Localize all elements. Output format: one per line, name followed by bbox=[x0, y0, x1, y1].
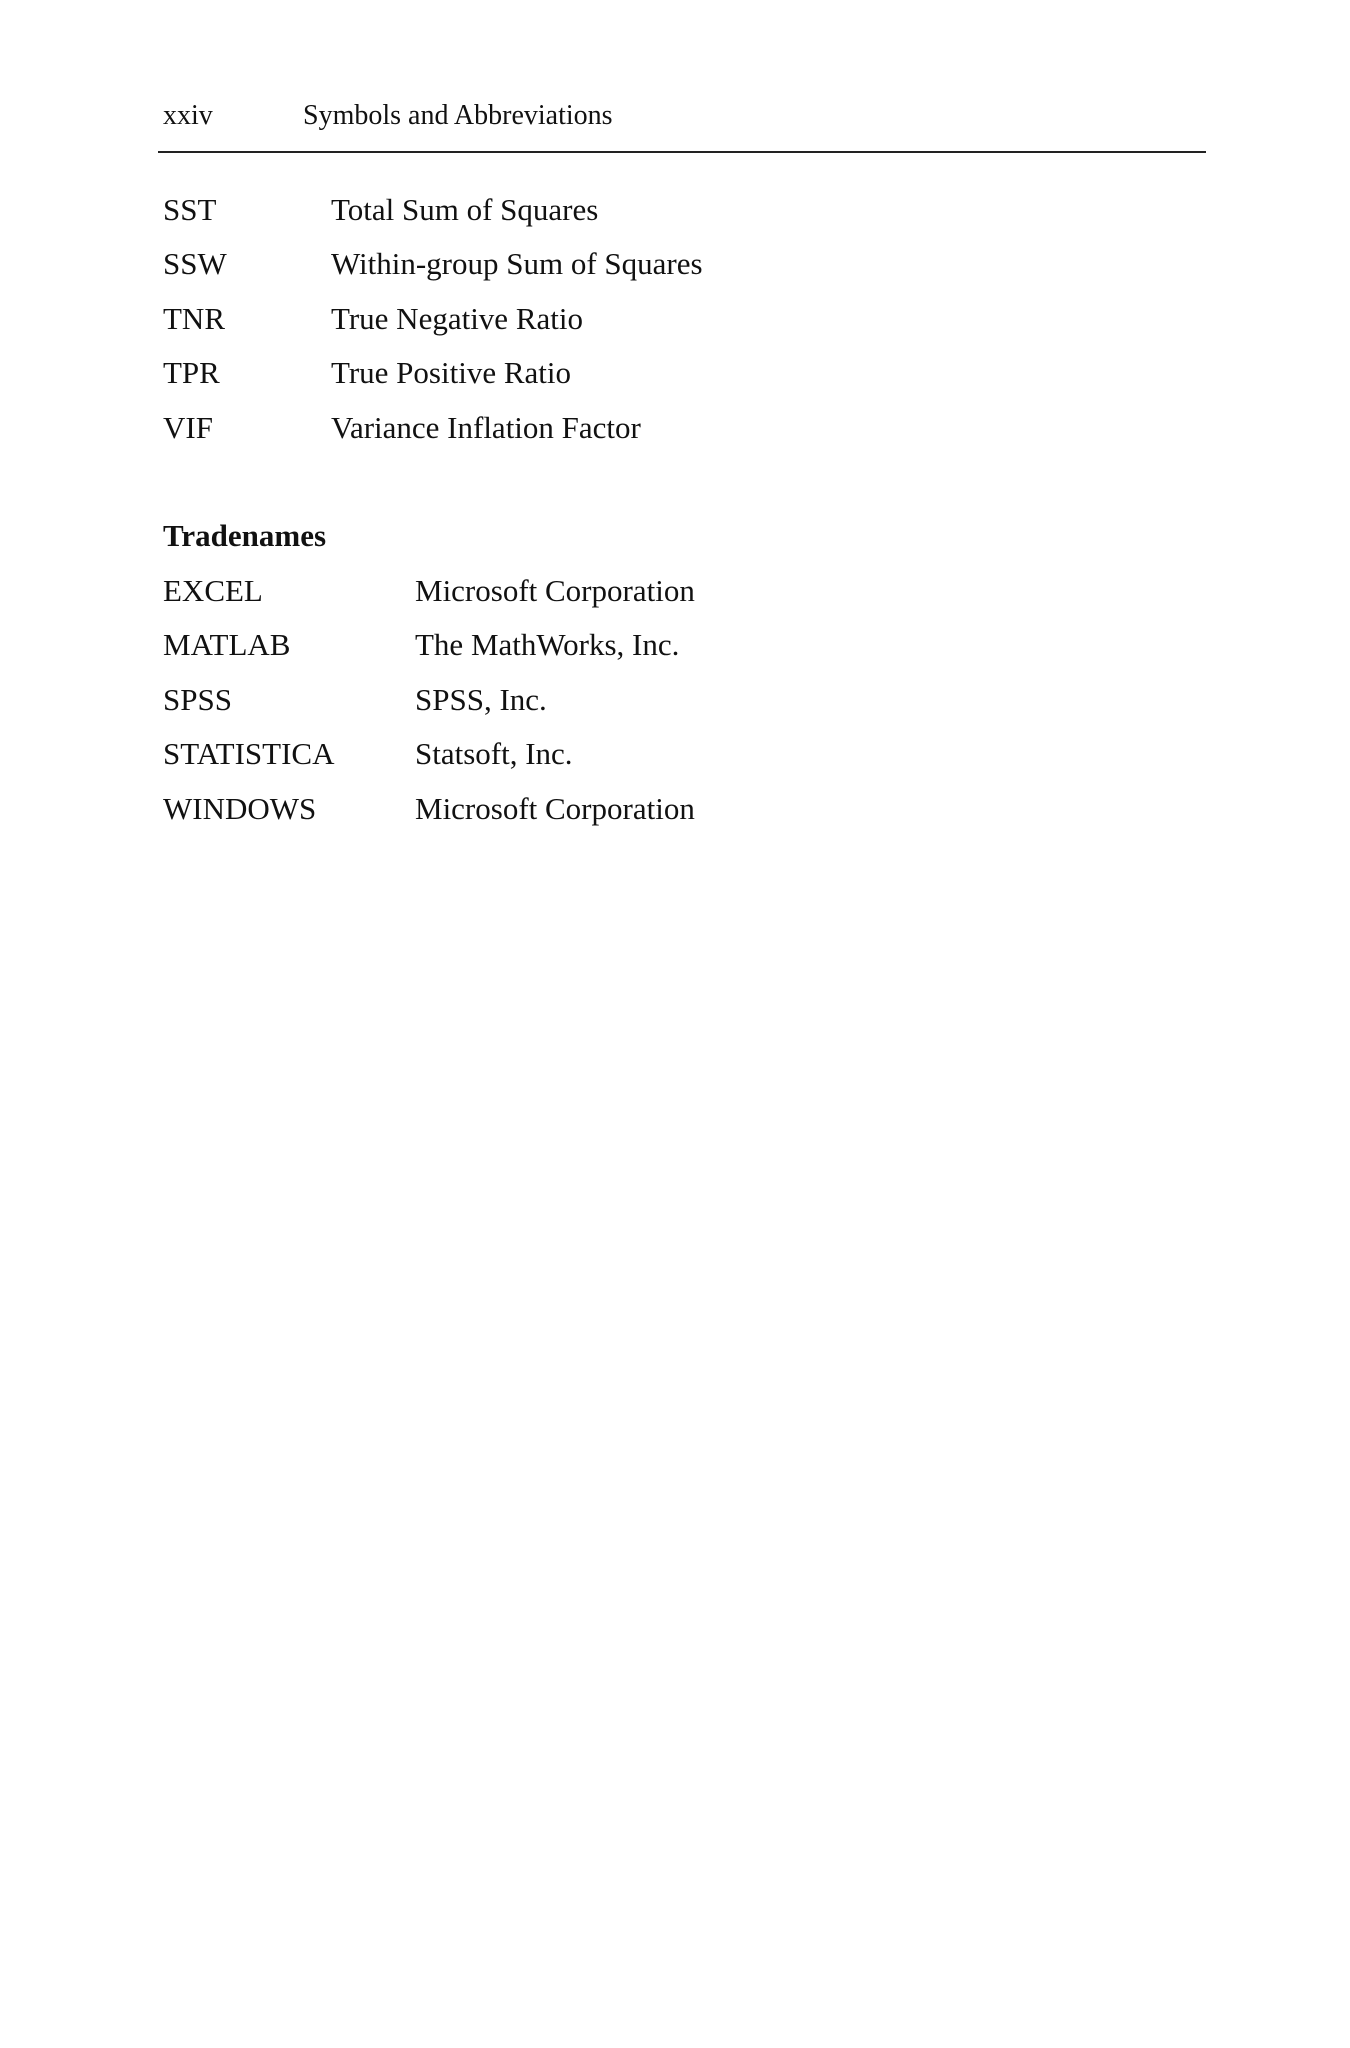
abbreviation-row bbox=[163, 244, 1063, 298]
tradenames-list bbox=[163, 571, 1063, 843]
abbreviation-row bbox=[163, 190, 1063, 244]
tradename-owner: SPSS, Inc. bbox=[415, 681, 547, 717]
tradename: WINDOWS bbox=[163, 790, 317, 826]
tradename: SPSS bbox=[163, 681, 232, 717]
abbreviation-row bbox=[163, 408, 1063, 462]
page-header bbox=[158, 95, 1206, 153]
abbreviation-row bbox=[163, 353, 1063, 407]
abbreviation-term: TNR bbox=[163, 300, 225, 336]
abbreviation-definition: Total Sum of Squares bbox=[331, 192, 599, 227]
abbreviation-term: SST bbox=[163, 192, 217, 227]
page-number: xxiv bbox=[163, 100, 213, 131]
tradename: MATLAB bbox=[163, 627, 291, 663]
abbreviation-definition: True Negative Ratio bbox=[331, 300, 583, 336]
tradename: STATISTICA bbox=[163, 736, 335, 772]
abbreviation-row bbox=[163, 299, 1063, 353]
tradename-owner: Statsoft, Inc. bbox=[415, 736, 573, 772]
abbreviation-list bbox=[163, 190, 1063, 462]
abbreviation-definition: Variance Inflation Factor bbox=[331, 409, 641, 445]
tradename: EXCEL bbox=[163, 573, 263, 608]
tradenames-heading: Tradenames bbox=[163, 518, 327, 553]
running-title: Symbols and Abbreviations bbox=[303, 100, 613, 131]
abbreviation-term: TPR bbox=[163, 355, 220, 391]
tradename-owner: The MathWorks, Inc. bbox=[415, 627, 680, 663]
abbreviation-definition: True Positive Ratio bbox=[331, 355, 571, 391]
abbreviation-definition: Within-group Sum of Squares bbox=[331, 246, 703, 282]
tradename-owner: Microsoft Corporation bbox=[415, 573, 695, 608]
tradename-row bbox=[163, 625, 1063, 679]
tradename-row bbox=[163, 571, 1063, 625]
tradename-row bbox=[163, 789, 1063, 843]
abbreviation-term: SSW bbox=[163, 246, 227, 282]
abbreviation-term: VIF bbox=[163, 409, 213, 445]
tradename-row bbox=[163, 680, 1063, 734]
tradename-owner: Microsoft Corporation bbox=[415, 790, 695, 826]
tradename-row bbox=[163, 734, 1063, 788]
